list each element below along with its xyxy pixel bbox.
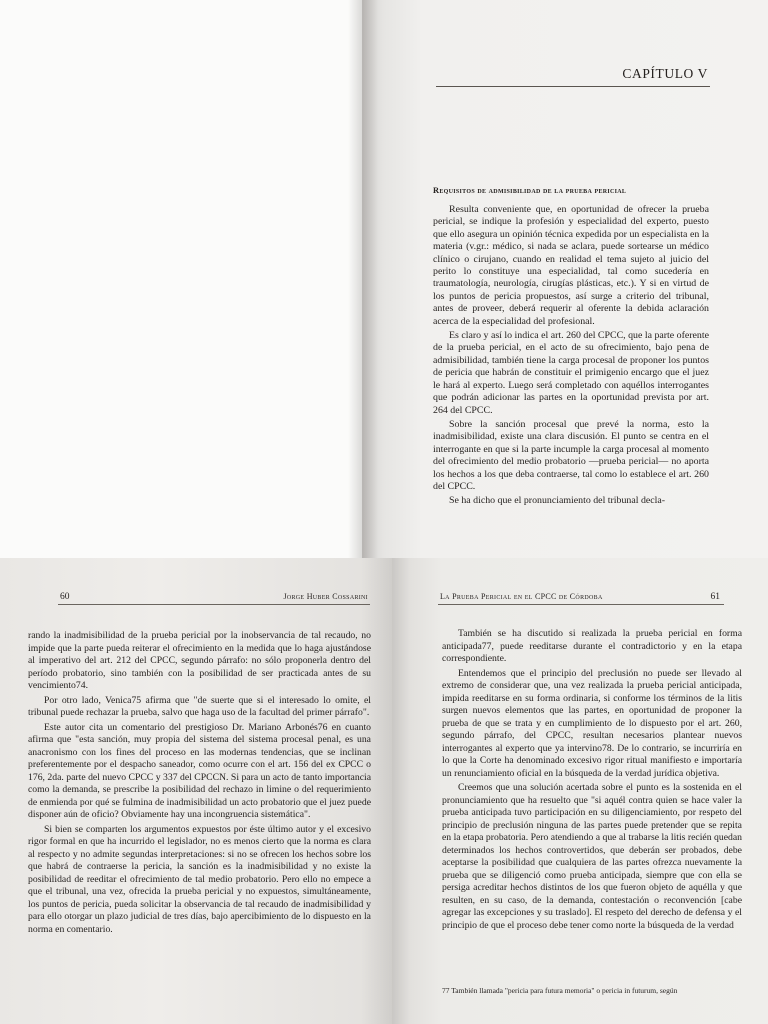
header-rule <box>58 604 370 605</box>
body-text <box>442 628 742 934</box>
paragraph: Sobre la sanción procesal que prevé la norma, esto la inadmisibilidad, existe una clara discusión. El punto se centra en el interrogante en que si la parte incumple la carga procesal al momento del ofrecimiento del medio probatorio —prueba pericial— no aporta los hechos a los que deba contraerse, tal como lo establece el art. 260 del CPCC. <box>433 418 709 492</box>
paragraph: Si bien se comparten los argumentos expuestos por éste último autor y el excesivo rigor formal en que ha incurrido el legislador, no es menos cierto que la norma es clara al respecto y no admite segundas interpretaciones: si no se ofrecen los hechos sobre los que habrá de contraerse la pericia, la sanción es la inadmisibilidad y no existe la posibilidad de reeditar el ofrecimiento de tal medio probatorio. Pero ello no empece a que el tribunal, una vez, ofrecida la prueba pericial y no expuestos, simultáneamente, los puntos de pericia, pueda solicitar la observancia de tal recaudo de inadmisibilidad y para ello otorgar un plazo judicial de tres días, bajo apercibimiento de lo dispuesto en la norma en comentario. <box>28 823 371 935</box>
footnote: 77 También llamada "pericia para futura memoria" o pericia in futurum, según <box>442 986 678 995</box>
paragraph: rando la inadmisibilidad de la prueba pericial por la inobservancia de tal recaudo, no impide que la parte pueda reiterar el ofrecimiento en la medida que lo haga ajustándose al imperativo del art. 212 del CPCC, segundo párrafo: no sólo proponerla dentro del período probatorio, sino también con la posibilidad de ser practicada antes de su vencimiento74. <box>28 630 371 691</box>
running-head: Jorge Huber Cossarini <box>283 592 368 601</box>
paragraph: También se ha discutido si realizada la prueba pericial en forma anticipada77, puede reeditarse durante el contradictorio y en la etapa correspondiente. <box>442 628 742 664</box>
page-60 <box>0 558 392 1024</box>
page-61 <box>392 558 768 1024</box>
paragraph: Por otro lado, Venica75 afirma que "de suerte que si el interesado lo omite, el tribunal puede rechazar la prueba, salvo que haga uso de la facultad del primer párrafo". <box>28 694 371 718</box>
paragraph: Se ha dicho que el pronunciamiento del tribunal decla- <box>449 495 666 507</box>
page-number: 60 <box>60 592 70 602</box>
page-number: 61 <box>710 592 720 602</box>
paragraph: Resulta conveniente que, en oportunidad de ofrecer la prueba pericial, se indique la profesión y especialidad del experto, puesto que ello asegura un opinión técnica expedida por un especialista en la materia (v.gr.: médico, si nada se aclara, puede sortearse un médico clínico o cirujano, cuando en realidad el tema sujeto al juicio del perito lo constituye una especialidad, tal como sucedería en traumatología, neurología, cirugías plásticas, etc.). Y si en virtud de los puntos de pericia propuestos, así surge a criterio del tribunal, antes de proveer, deberá requerir al oferente la debida aclaración acerca de la especialidad del profesional. <box>433 204 709 327</box>
chapter-rule <box>436 86 710 87</box>
paragraph: Creemos que una solución acertada sobre el punto es la sostenida en el pronunciamiento que ha resuelto que "si aquél contra quien se hace valer la prueba anticipada tuvo participación en su diligenciamiento, por respeto del principio de preclusión ninguna de las partes puede pretender que se repita en la etapa probatoria. Pero atendiendo a que al trabarse la litis recién quedan determinados los hechos controvertidos, que deberán ser probados, debe aceptarse la posibilidad que cualquiera de las partes ofrezca nuevamente la prueba que se diligenció como prueba anticipada, siempre que con ella se persiga acreditar hechos distintos de los que fueron objeto de aquélla y que resulten, en su caso, de la demanda, contestación o reconvención [cabe agregar las excepciones y su traslado]. El respeto del derecho de defensa y el principio de que el proceso debe tener como norte la búsqueda de la verdad <box>442 782 742 931</box>
body-text <box>28 630 371 938</box>
paragraph: Entendemos que el principio del preclusión no puede ser llevado al extremo de considerar que, una vez realizada la prueba pericial anticipada, impida reeditarse en su forma ordinaria, si conforme los términos de la litis surgen nuevos elementos que las partes, en oportunidad de proponer la prueba de que se trata y en cumplimiento de lo dispuesto por el art. 260, segundo párrafo, del CPCC, resultan necesarios plantear nuevos interrogantes al experto que ya intervino78. De lo contrario, se incurriría en lo que la Corte ha denominado excesivo rigor ritual manifiesto e importaría un renunciamiento oficial en la búsqueda de la verdad jurídica objetiva. <box>442 667 742 779</box>
gutter-shadow <box>348 0 378 558</box>
running-head: La Prueba Pericial en el CPCC de Córdoba <box>440 592 603 601</box>
body-text <box>433 204 709 510</box>
paragraph: Este autor cita un comentario del prestigioso Dr. Mariano Arbonés76 en cuanto afirma que "esta sanción, muy propia del sistema del sistema procesal penal, es una anacronismo con los fines del proceso en las modernas tendencias, que se inclinan preferentemente por el despacho saneador, como ocurre con el art. 156 del ex CPCC o 176, 2da. parte del nuevo CPCC y 337 del CPCCN. Si para un acto de tanto importancia como la demanda, se prescribe la posibilidad del rechazo in limine o del requerimiento de enmienda por qué se fulmina de inadmisibilidad un acto probatorio que el juez puede disponer aún de oficio? Obviamente hay una incongruencia sistemática". <box>28 721 371 820</box>
page-top-right <box>362 0 768 558</box>
header-rule <box>438 604 724 605</box>
blank-page <box>0 0 362 558</box>
section-title: Requisitos de admisibilidad de la prueba pericial <box>433 186 627 195</box>
paragraph: Es claro y así lo indica el art. 260 del CPCC, que la parte oferente de la prueba pericial, en el acto de su ofrecimiento, bajo pena de admisibilidad, también tiene la carga procesal de proponer los puntos de pericia que habrán de constituir el primigenio encargo que el juez le hará al experto. Luego será completado con aquéllos interrogantes que podrán adicionar las partes en la oportunidad prevista por art. 264 del CPCC. <box>433 330 709 416</box>
chapter-heading: CAPÍTULO V <box>622 66 708 81</box>
